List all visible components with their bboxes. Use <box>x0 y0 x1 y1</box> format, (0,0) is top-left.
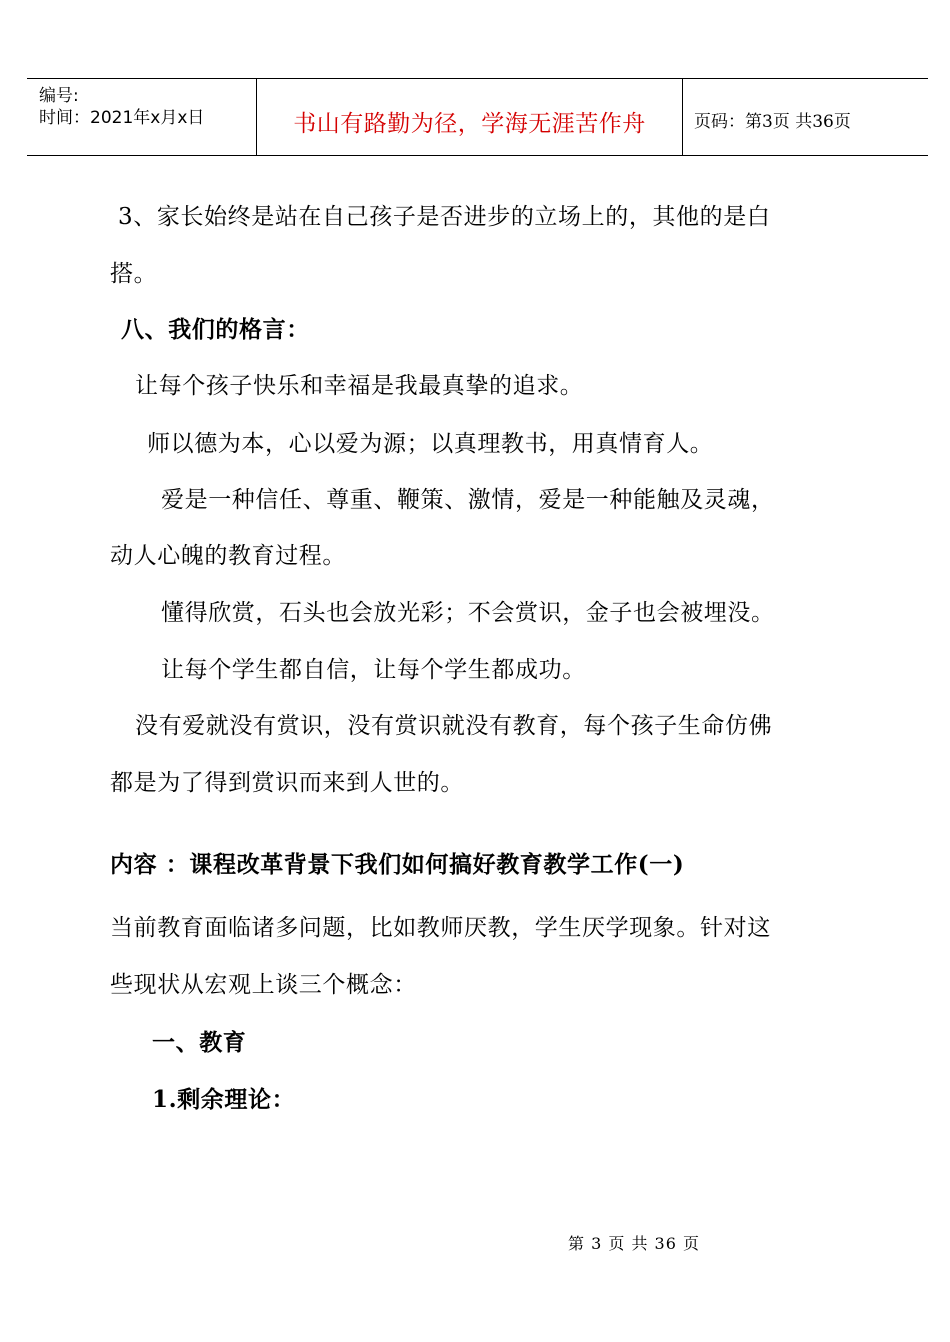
paragraph-line: 搭。 <box>110 261 158 287</box>
paragraph-line: 动人心魄的教育过程。 <box>110 543 346 569</box>
header-page-info: 页码：第3页 共36页 <box>694 112 851 132</box>
paragraph-line: 没有爱就没有赏识，没有赏识就没有教育，每个孩子生命仿佛 <box>135 713 773 739</box>
subsection-heading: 一、教育 <box>152 1029 247 1056</box>
header-motto-cell <box>257 79 683 155</box>
paragraph-line: 让每个孩子快乐和幸福是我最真挚的追求。 <box>135 373 584 399</box>
content-heading: 内容 ：课程改革背景下我们如何搞好教育教学工作(一) <box>110 851 685 878</box>
header-page-cell <box>683 79 928 155</box>
header-meta-cell <box>27 79 257 155</box>
page-header <box>27 78 928 156</box>
paragraph-line: 些现状从宏观上谈三个概念： <box>110 972 417 998</box>
paragraph-line: 当前教育面临诸多问题，比如教师厌教，学生厌学现象。针对这 <box>110 915 771 941</box>
paragraph-line: 爱是一种信任、尊重、鞭策、激情，爱是一种能触及灵魂， <box>161 487 775 513</box>
header-motto: 书山有路勤为径，学海无涯苦作舟 <box>293 111 646 137</box>
page-footer: 第 3 页 共 36 页 <box>568 1234 700 1253</box>
section-heading: 八、我们的格言： <box>121 316 310 343</box>
paragraph-line: 让每个学生都自信，让每个学生都成功。 <box>161 657 586 683</box>
paragraph-line: 3、家长始终是站在自己孩子是否进步的立场上的，其他的是白 <box>118 204 771 230</box>
document-number-label: 编号: <box>39 86 79 106</box>
paragraph-line: 师以德为本，心以爱为源；以真理教书，用真情育人。 <box>147 431 714 457</box>
paragraph-line: 懂得欣赏，石头也会放光彩；不会赏识，金子也会被埋没。 <box>161 600 775 626</box>
document-time-label: 时间：2021年x月x日 <box>39 108 205 128</box>
paragraph-line: 都是为了得到赏识而来到人世的。 <box>110 770 464 796</box>
subsection-heading: 1.剩余理论： <box>152 1086 296 1113</box>
